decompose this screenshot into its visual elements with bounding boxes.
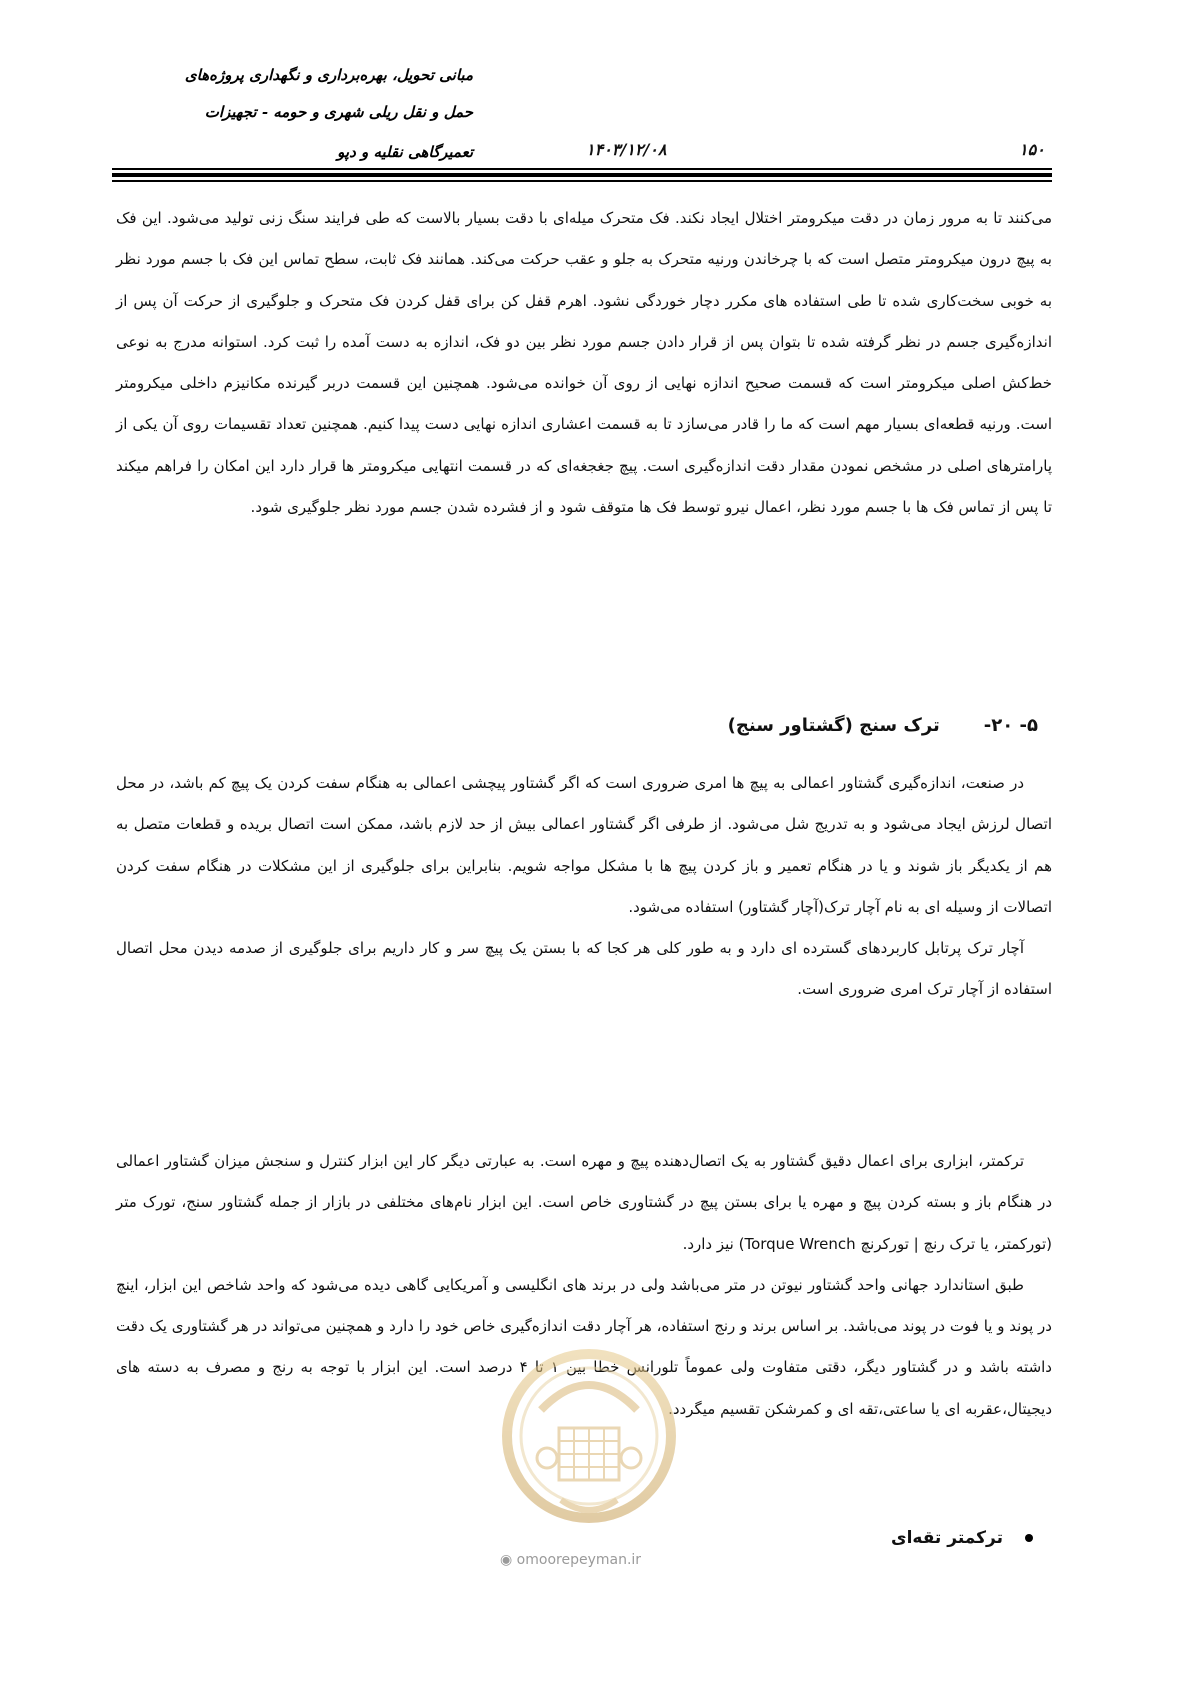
bullet-dot-icon xyxy=(1025,1534,1033,1542)
bullet-item xyxy=(891,1528,1033,1548)
header-rule-thick xyxy=(112,173,1052,177)
body-text-block-1 xyxy=(116,198,1052,528)
section-number: ۵- ۲۰- xyxy=(983,715,1038,736)
header-title-line-1: مبانی تحویل، بهره‌برداری و نگهداری پروژه‌های xyxy=(184,66,473,84)
paragraph-torque-wrench-usage: آچار ترک پرتابل کاربردهای گسترده ای دارد و به طور کلی هر کجا که با بستن یک پیچ سر و کار داریم برای جلوگیری از صدمه دیدن محل اتصال استفاده از آچار ترک امری ضروری است. xyxy=(116,939,1052,999)
paragraph-torque-meter-definition: ترکمتر، ابزاری برای اعمال دقیق گشتاور به یک اتصال‌دهنده پیچ و مهره است. به عبارتی دیگر کار این ابزار کنترل و سنجش میزان گشتاور اعمالی در هنگام باز و بسته کردن پیچ و مهره یا برای بستن پیچ در گشتاوری خاص است. این ابزار نام‌های مختلفی در بازار از جمله گشتاور سنج، تورک متر (تورکمتر، یا ترک رنچ | تورکرنچ Torque Wrench) نیز دارد. xyxy=(116,1152,1052,1253)
header-title-line-2: حمل و نقل ریلی شهری و حومه - تجهیزات xyxy=(204,103,473,121)
header-rule-thin-top xyxy=(112,168,1052,170)
watermark-url: ◉ omoorepeyman.ir xyxy=(500,1552,642,1568)
section-heading xyxy=(728,715,1038,736)
section-title: ترک سنج (گشتاور سنج) xyxy=(727,715,940,736)
bullet-label: ترکمتر تقه‌ای xyxy=(890,1528,1003,1548)
watermark-seal-icon xyxy=(501,1340,677,1548)
paragraph-torque-intro: در صنعت، اندازه‌گیری گشتاور اعمالی به پیچ ها امری ضروری است که اگر گشتاور پیچشی اعمالی به هنگام سفت کردن یک پیچ کم باشد، در محل اتصال لرزش ایجاد می‌شود و به تدریج شل می‌شود. از طرفی اگر گشتاور اعمالی بیش از حد لازم باشد، ممکن است اتصال بریده و قطعات متصل به هم از یکدیگر باز شوند و یا در هنگام تعمیر و باز کردن پیچ ها با مشکل مواجه شویم. بنابراین برای جلوگیری از این مشکلات در هنگام سفت کردن اتصالات از وسیله ای به نام آچار ترک(آچار گشتاور) استفاده می‌شود. xyxy=(116,774,1052,916)
header-title-line-3: تعمیرگاهی نقلیه و دپو xyxy=(337,143,473,161)
page-number: ۱۵۰ xyxy=(1019,140,1045,159)
body-text-block-2 xyxy=(116,763,1052,1011)
header-date: ۱۴۰۳/۱۲/۰۸ xyxy=(586,140,667,159)
header-rule-thin-bottom xyxy=(112,180,1052,182)
paragraph-micrometer: می‌کنند تا به مرور زمان در دقت میکرومتر اختلال ایجاد نکند. فک متحرک میله‌ای با دقت بسیار بالاست که طی فرایند سنگ زنی تولید می‌شود. این فک به پیچ درون میکرومتر متصل است که با چرخاندن ورنیه متحرک به جلو و عقب حرکت می‌کند. همانند فک ثابت، سطح تماس این فک با جسم مورد نظر به خوبی سخت‌کاری شده تا طی استفاده های مکرر دچار خوردگی نشود. اهرم قفل کن برای قفل کردن فک متحرک و جلوگیری از حرکت آن پس از اندازه‌گیری جسم در نظر گرفته شده تا بتوان پس از قرار دادن جسم مورد نظر بین دو فک، اندازه به دست آمده را ثبت کرد. استوانه مدرج به نوعی خط‌کش اصلی میکرومتر است که قسمت صحیح اندازه نهایی از روی آن خوانده می‌شود. همچنین این قسمت دربر گیرنده مکانیزم داخلی میکرومتر است. ورنیه قطعه‌ای بسیار مهم است که ما را قادر می‌سازد تا به قسمت اعشاری اندازه نهایی دست پیدا کنیم. همچنین تعداد تقسیمات روی آن یکی از پارامترهای اصلی در مشخص نمودن مقدار دقت اندازه‌گیری است. پیچ جغجغه‌ای که در قسمت انتهایی میکرومتر ها قرار دارد این امکان را فراهم میکند تا پس از تماس فک ها با جسم مورد نظر، اعمال نیرو توسط فک ها متوقف شود و از فشرده شدن جسم مورد نظر جلوگیری شود. xyxy=(116,209,1052,517)
paragraph-torque-units: طبق استاندارد جهانی واحد گشتاور نیوتن در متر می‌باشد ولی در برند های انگلیسی و آمریکایی گاهی دیده می‌شود که واحد شاخص این ابزار، اینچ در پوند و یا فوت در پوند می‌باشد. بر اساس برند و رنج استفاده، هر آچار دقت اندازه‌گیری خاص خود را دارد و همچنین می‌تواند در هر گشتاوری یک دقت داشته باشد و در گشتاور دیگر، دقتی متفاوت ولی عموماً تلورانس خطا بین ۱ تا ۴ درصد است. این ابزار با توجه به رنج و مصرف به دسته های دیجیتال،عقربه ای یا ساعتی،تقه ای و کمرشکن تقسیم میگردد. xyxy=(116,1275,1052,1418)
